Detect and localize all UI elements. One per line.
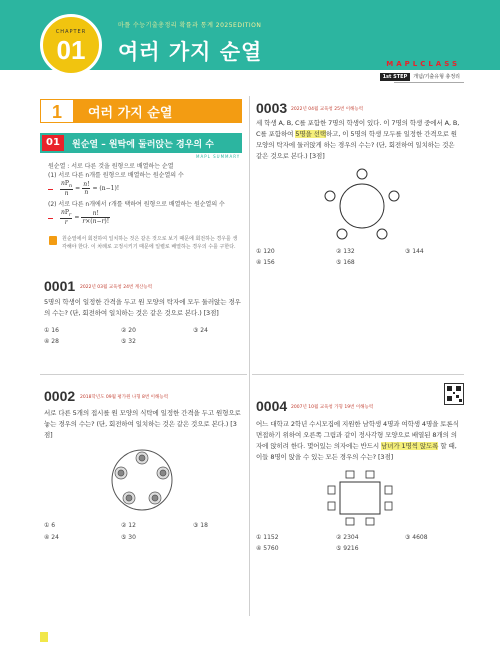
formula-2: $\frac{nP_r}{r}$ = $\frac{n!}{r\times(n-r)!}$ <box>61 209 110 227</box>
answer-option[interactable]: ③ 144 <box>405 248 424 255</box>
question-source: 2022년 03월 교육청 24번 계산능력 <box>80 285 153 290</box>
summary-intro: 원순열 : 서로 다른 것을 원형으로 배열하는 순열 <box>48 163 174 170</box>
question-number: 0002 <box>44 388 76 404</box>
question-source: 2018학년도 09월 평가원 나형 8번 이해능력 <box>80 395 169 400</box>
square-table-diagram <box>318 468 402 528</box>
chapter-badge <box>40 14 102 76</box>
answer-option[interactable]: ① 1152 <box>256 534 279 541</box>
summary-item-1: (1) 서로 다른 n개를 원형으로 배열하는 원순열의 수 <box>48 172 184 179</box>
question-source: 2022년 04월 교육청 25번 이해능력 <box>291 107 364 112</box>
subsection-number: 01 <box>42 135 64 151</box>
answer-option[interactable]: ④ 156 <box>256 259 275 266</box>
page-marker <box>40 632 48 642</box>
bullet-mark <box>48 189 53 190</box>
question-number: 0003 <box>256 100 288 116</box>
highlighted-phrase: 5명을 선택 <box>295 130 326 138</box>
formula-1-result: = (n−1)! <box>92 185 120 193</box>
highlighted-phrase: 남녀가 1명씩 앉도록 <box>381 442 439 450</box>
formula-1: $\frac{nP_n}{n}$ = $\frac{n!}{n}$ = (n−1)! <box>61 180 120 198</box>
question-text-part: 세 학생 A, B, C를 포함한 7명의 학생이 있다. 이 7명의 학생 중에서 A, B, C를 포함하여 <box>256 119 460 138</box>
step-label <box>380 73 460 81</box>
plates-diagram <box>110 448 174 512</box>
chapter-number: 01 <box>56 35 86 65</box>
answer-option[interactable]: ③ 4608 <box>405 534 428 541</box>
answer-option[interactable]: ⑤ 32 <box>121 338 136 345</box>
question-text-part: 하고, 이 5명의 학생 모두를 일정한 간격으로 원 모양의 탁자에 둘러앉게 하는 경우의 수는? (단, 회전하여 일치하는 것은 같은 것으로 본다.) [3점] <box>256 130 457 160</box>
chapter-title: 여러 가지 순열 <box>118 40 263 64</box>
question-divider <box>252 374 464 375</box>
summary-tag: MAPL SUMMARY <box>196 154 241 159</box>
answer-option[interactable]: ④ 5760 <box>256 545 279 552</box>
question-number: 0004 <box>256 398 288 414</box>
summary-item-2: (2) 서로 다른 n개에서 r개를 택하여 원형으로 배열하는 원순열의 수 <box>48 201 225 208</box>
question-text-part: 할 때, 이들 8명이 앉을 수 있는 모든 경우의 수는? [3점] <box>256 442 457 461</box>
chapter-label: CHAPTER <box>55 29 87 35</box>
answer-option[interactable]: ⑤ 168 <box>336 259 355 266</box>
section-heading <box>40 99 242 123</box>
answer-option[interactable]: ③ 18 <box>193 522 208 529</box>
question-text <box>256 118 462 162</box>
column-divider <box>249 96 250 616</box>
question-divider <box>40 374 247 375</box>
qr-code-icon[interactable] <box>444 383 464 405</box>
answer-option[interactable]: ① 120 <box>256 248 275 255</box>
brand-logo: MAPLCLASS <box>386 60 460 68</box>
question-text-part: 어느 대학교 2학년 수시모집에 지원한 남학생 4명과 여학생 4명을 토론식 면접하기 위하여 오른쪽 그림과 같이 정사각형 모양으로 배열된 8개의 의자에 앉히려 한다. 몇어있는 의자에는 반드시 <box>256 420 459 450</box>
step-text: 개념/기출유형 총정리 <box>413 74 460 80</box>
answer-option[interactable]: ③ 24 <box>193 327 208 334</box>
answer-option[interactable]: ② 132 <box>336 248 355 255</box>
tip-icon <box>49 236 57 245</box>
subsection-heading <box>40 133 242 153</box>
section-title: 여러 가지 순열 <box>88 106 173 121</box>
answer-option[interactable]: ④ 24 <box>44 534 59 541</box>
step-badge: 1st STEP <box>380 73 411 81</box>
header-rule <box>394 82 464 83</box>
answer-option[interactable]: ② 12 <box>121 522 136 529</box>
answer-option[interactable]: ④ 28 <box>44 338 59 345</box>
answer-option[interactable]: ① 6 <box>44 522 56 529</box>
question-number: 0001 <box>44 278 76 294</box>
round-table-diagram <box>320 166 404 242</box>
summary-tip: 원순열에서 회전하여 일치하는 것은 같은 것으로 보기 때문에 회전하는 경우를 생각해야 한다. 이 차례로 고정시키기 때문에 일렬로 배열하는 경우의 수를 구한다. <box>62 236 238 250</box>
subsection-title: 원순열 – 원탁에 둘러앉는 경우의 수 <box>72 140 214 150</box>
answer-option[interactable]: ② 2304 <box>336 534 359 541</box>
answer-option[interactable]: ① 16 <box>44 327 59 334</box>
answer-option[interactable]: ② 20 <box>121 327 136 334</box>
header-subtitle: 마플 수능기출총정리 확률과 통계 2025EDITION <box>118 22 262 29</box>
answer-option[interactable]: ⑤ 9216 <box>336 545 359 552</box>
question-text: 5명의 학생이 일정한 간격을 두고 원 모양의 탁자에 모두 둘러앉는 경우의 수는? (단, 회전하여 일치하는 것은 같은 것으로 본다.) [3점] <box>44 298 241 317</box>
answer-option[interactable]: ⑤ 30 <box>121 534 136 541</box>
question-text <box>256 419 462 463</box>
question-source: 2007년 10월 교육청 가형 19번 이해능력 <box>291 405 374 410</box>
section-number: 1 <box>40 99 74 123</box>
bullet-mark <box>48 218 53 219</box>
question-text: 서로 다른 5개의 접시를 원 모양의 식탁에 일정한 간격을 두고 원형으로 놓는 경우의 수는? (단, 회전하여 일치하는 것은 같은 것으로 본다.) [3점] <box>44 409 241 439</box>
